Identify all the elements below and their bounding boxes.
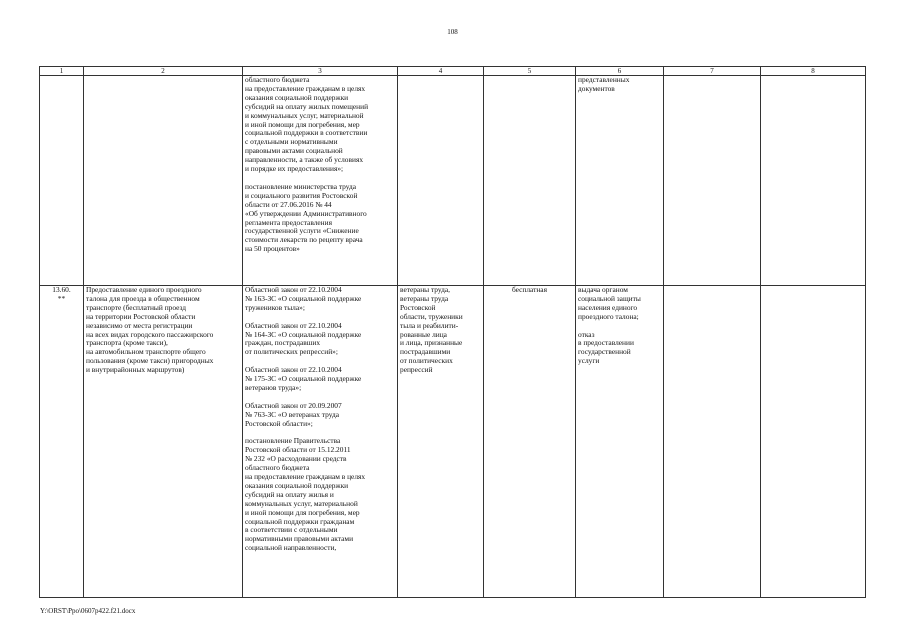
- column-7-cell: [664, 286, 761, 598]
- row-number-cell: 13.60. **: [40, 286, 84, 598]
- legal-basis-cell: областного бюджета на предоставление гражданам в целях оказания социальной поддержки субсидий на оплату жилых помещений и коммунальных услуг, материальной и иной помощи для погребения, мер социальной поддержки в соответствии с отдельными нормативными правовыми актами социальной направленности, а также об условиях и порядке их предоставления»; постановление министерства труда и социального развития Ростовской области от 27.06.2016 № 44 «Об утверждении Административного регламента предоставления государственной услуги «Снижение стоимости лекарств по рецепту врача на 50 процентов»: [243, 76, 398, 286]
- column-header: 2: [84, 67, 243, 76]
- column-8-cell: [761, 76, 866, 286]
- column-header: 8: [761, 67, 866, 76]
- recipients-cell: ветераны труда, ветераны труда Ростовской области, труженики тыла и реабилити- рованные лица и лица, признанные пострадавшими от политических репрессий: [398, 286, 484, 598]
- column-header: 3: [243, 67, 398, 76]
- legal-basis-cell: Областной закон от 22.10.2004 № 163-ЗС «О социальной поддержке тружеников тыла»; Областной закон от 22.10.2004 № 164-ЗС «О социальной поддержке граждан, пострадавших от политических репрессий»; Областной закон от 22.10.2004 № 175-ЗС «О социальной поддержке ветеранов труда»; Областной закон от 20.09.2007 № 763-ЗС «О ветеранах труда Ростовской области»; постановление Правительства Ростовской области от 15.12.2011 № 232 «О расходовании средств областного бюджета на предоставление гражданам в целях оказания социальной поддержки субсидий на оплату жилья и коммунальных услуг, материальной и иной помощи для погребения, мер социальной поддержки гражданам в соответствии с отдельными нормативными правовыми актами социальной направленности,: [243, 286, 398, 598]
- column-header: 7: [664, 67, 761, 76]
- column-header: 4: [398, 67, 484, 76]
- column-header: 1: [40, 67, 84, 76]
- service-name-cell: Предоставление единого проездного талона для проезда в общественном транспорте (бесплатный проезд на территории Ростовской области независимо от места регистрации на всех видах городского пассажирского транспорта (кроме такси), на автомобильном транспорте общего пользования (кроме такси) пригородных и внутрирайонных маршрутов): [84, 286, 243, 598]
- column-header: 5: [484, 67, 576, 76]
- column-7-cell: [664, 76, 761, 286]
- services-table: [39, 66, 866, 598]
- row-number-cell: [40, 76, 84, 286]
- table-row: [40, 286, 866, 598]
- column-header: 6: [576, 67, 664, 76]
- footer-file-path: Y:\ORST\Ppo\0607p422.f21.docx: [40, 607, 136, 615]
- page-number: 108: [447, 28, 458, 36]
- result-cell: выдача органом социальной защиты населения единого проездного талона; отказ в предоставлении государственной услуги: [576, 286, 664, 598]
- fee-cell: бесплатная: [484, 286, 576, 598]
- result-cell: представленных документов: [576, 76, 664, 286]
- recipients-cell: [398, 76, 484, 286]
- column-8-cell: [761, 286, 866, 598]
- service-name-cell: [84, 76, 243, 286]
- table-row: [40, 76, 866, 286]
- table-header-row: [40, 67, 866, 76]
- fee-cell: [484, 76, 576, 286]
